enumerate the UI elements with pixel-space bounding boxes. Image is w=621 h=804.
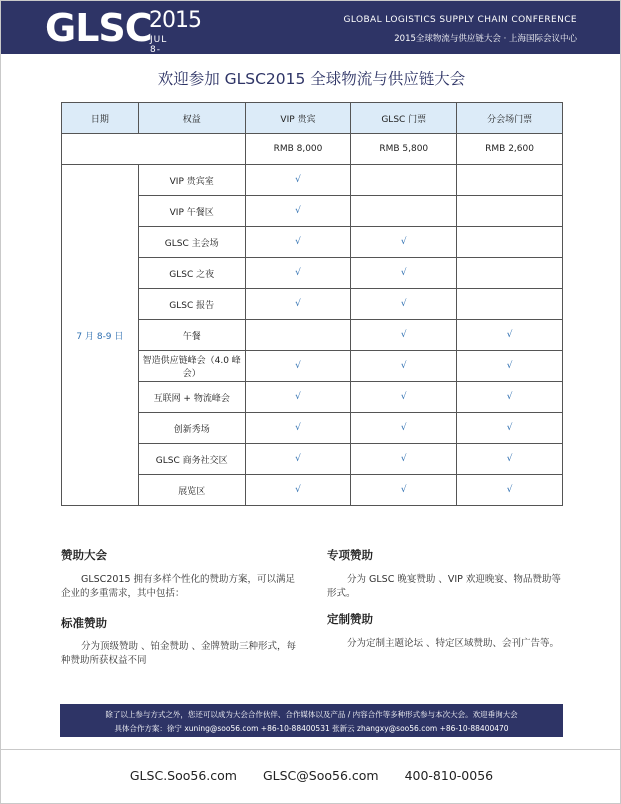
check-cell-vip: √ — [245, 413, 351, 444]
benefit-label: 展览区 — [138, 475, 245, 506]
header-bar — [1, 1, 620, 65]
footer-email-link[interactable]: GLSC@Soo56.com — [262, 768, 379, 783]
check-cell-glsc — [351, 196, 457, 227]
check-cell-vip: √ — [245, 165, 351, 196]
check-cell-sub — [457, 258, 563, 289]
price-glsc: RMB 5,800 — [351, 134, 457, 165]
benefit-label: GLSC 报告 — [138, 289, 245, 320]
check-cell-vip: √ — [245, 475, 351, 506]
page-title: 欢迎参加 GLSC2015 全球物流与供应链大会 — [157, 70, 466, 88]
header-glsc: GLSC 门票 — [351, 103, 457, 134]
section-title-standard: 标准赞助 — [61, 616, 107, 630]
section-title-special: 专项赞助 — [327, 548, 373, 562]
check-cell-sub: √ — [457, 320, 563, 351]
check-cell-sub: √ — [457, 413, 563, 444]
section-body-special: 分为 GLSC 晚宴赞助 、VIP 欢迎晚宴、物品赞助等形式。 — [327, 574, 561, 599]
header-vip: VIP 贵宾 — [245, 103, 351, 134]
banner-line-1: 除了以上参与方式之外，您还可以成为大会合作伙伴、合作媒体以及产品 / 内容合作等多种形式参与本次大会。欢迎垂询大会 — [105, 710, 518, 719]
price-blank-cell — [62, 134, 246, 165]
conference-name-en: GLOBAL LOGISTICS SUPPLY CHAIN CONFERENCE — [343, 15, 577, 25]
benefit-label: GLSC 商务社交区 — [138, 444, 245, 475]
check-cell-vip: √ — [245, 227, 351, 258]
logo-year: 2015 — [149, 8, 201, 33]
check-cell-sub: √ — [457, 475, 563, 506]
benefit-label: 互联网 + 物流峰会 — [138, 382, 245, 413]
check-cell-glsc: √ — [351, 444, 457, 475]
check-cell-sub: √ — [457, 351, 563, 382]
check-cell-glsc: √ — [351, 227, 457, 258]
check-cell-sub — [457, 165, 563, 196]
benefit-label: VIP 午餐区 — [138, 196, 245, 227]
header-subvenue: 分会场门票 — [457, 103, 563, 134]
contact-banner — [60, 704, 563, 737]
check-cell-vip: √ — [245, 444, 351, 475]
check-cell-glsc — [351, 165, 457, 196]
banner-line-2: 具体合作方案：徐宁 xuning@soo56.com +86-10-88400531 张新云 zhangxy@soo56.com +86-10-88400470 — [114, 724, 509, 733]
footer-divider — [1, 749, 620, 750]
table-row — [62, 165, 563, 196]
price-subvenue: RMB 2,600 — [457, 134, 563, 165]
table-header-row — [62, 103, 563, 134]
section-body-sponsorship: GLSC2015 拥有多样个性化的赞助方案，可以满足企业的多重需求，其中包括： — [61, 574, 296, 599]
section-title-sponsorship: 赞助大会 — [61, 548, 107, 562]
check-cell-sub — [457, 289, 563, 320]
benefit-label: VIP 贵宾室 — [138, 165, 245, 196]
benefit-label: GLSC 之夜 — [138, 258, 245, 289]
check-cell-sub — [457, 227, 563, 258]
footer-website-link[interactable]: GLSC.Soo56.com — [129, 768, 237, 783]
check-cell-glsc: √ — [351, 413, 457, 444]
check-cell-glsc: √ — [351, 475, 457, 506]
section-title-custom: 定制赞助 — [327, 612, 373, 626]
header-date: 日期 — [62, 103, 139, 134]
check-cell-glsc: √ — [351, 351, 457, 382]
logo-text: GLSC — [45, 6, 152, 50]
check-cell-sub: √ — [457, 444, 563, 475]
price-vip: RMB 8,000 — [245, 134, 351, 165]
benefit-label: GLSC 主会场 — [138, 227, 245, 258]
check-cell-vip: √ — [245, 351, 351, 382]
check-cell-vip: √ — [245, 196, 351, 227]
benefit-label: 午餐 — [138, 320, 245, 351]
benefits-table — [61, 102, 563, 506]
price-row — [62, 134, 563, 165]
check-cell-sub: √ — [457, 382, 563, 413]
check-cell-sub — [457, 196, 563, 227]
benefit-label: 创新秀场 — [138, 413, 245, 444]
check-cell-glsc: √ — [351, 258, 457, 289]
logo-date: JUL 8-9 — [150, 35, 168, 65]
check-cell-vip: √ — [245, 258, 351, 289]
check-cell-vip: √ — [245, 289, 351, 320]
check-cell-vip: √ — [245, 382, 351, 413]
check-cell-glsc: √ — [351, 289, 457, 320]
date-cell: 7 月 8-9 日 — [62, 165, 139, 506]
benefit-label: 智造供应链峰会（4.0 峰会） — [138, 351, 245, 382]
header-benefit: 权益 — [138, 103, 245, 134]
footer-contacts — [1, 768, 621, 783]
section-body-standard: 分为顶级赞助 、铂金赞助 、金牌赞助三种形式，每种赞助所获权益不同 — [61, 641, 297, 666]
check-cell-vip — [245, 320, 351, 351]
check-cell-glsc: √ — [351, 320, 457, 351]
footer-phone: 400-810-0056 — [404, 768, 494, 783]
section-body-custom: 分为定制主题论坛 、特定区域赞助、会刊广告等。 — [347, 638, 560, 649]
check-cell-glsc: √ — [351, 382, 457, 413]
conference-name-cn: 2015全球物流与供应链大会 · 上海国际会议中心 — [394, 34, 577, 44]
